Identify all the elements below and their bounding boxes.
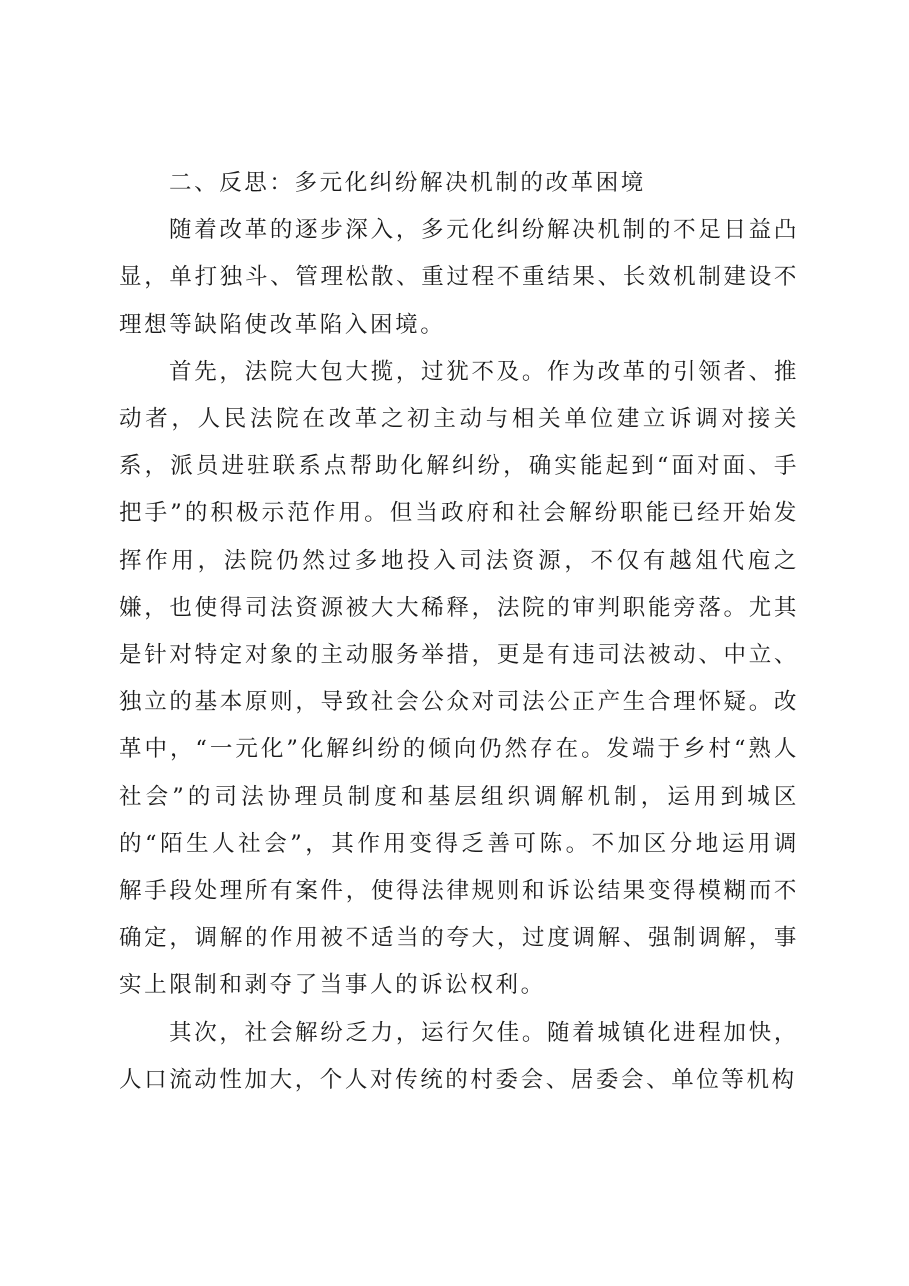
document-body	[119, 160, 799, 1104]
section-heading: 二、反思：多元化纠纷解决机制的改革困境	[169, 170, 646, 196]
paragraph-second-point: 其次，社会解纷乏力，运行欠佳。随着城镇化进程加快，人口流动性加大，个人对传统的村委会、居委会、单位等机构	[119, 1019, 799, 1093]
paragraph-first-point: 首先，法院大包大揽，过犹不及。作为改革的引领者、推动者，人民法院在改革之初主动与相关单位建立诉调对接关系，派员进驻联系点帮助化解纠纷，确实能起到“面对面、手把手”的积极示范作用。但当政府和社会解纷职能已经开始发挥作用，法院仍然过多地投入司法资源，不仅有越俎代庖之嫌，也使得司法资源被大大稀释，法院的审判职能旁落。尤其是针对特定对象的主动服务举措，更是有违司法被动、中立、独立的基本原则，导致社会公众对司法公正产生合理怀疑。改革中，“一元化”化解纠纷的倾向仍然存在。发端于乡村“熟人社会”的司法协理员制度和基层组织调解机制，运用到城区的“陌生人社会”，其作用变得乏善可陈。不加区分地运用调解手段处理所有案件，使得法律规则和诉讼结果变得模糊而不确定，调解的作用被不适当的夸大，过度调解、强制调解，事实上限制和剥夺了当事人的诉讼权利。	[119, 358, 799, 999]
paragraph-intro: 随着改革的逐步深入，多元化纠纷解决机制的不足日益凸显，单打独斗、管理松散、重过程不重结果、长效机制建设不理想等缺陷使改革陷入困境。	[119, 217, 799, 338]
